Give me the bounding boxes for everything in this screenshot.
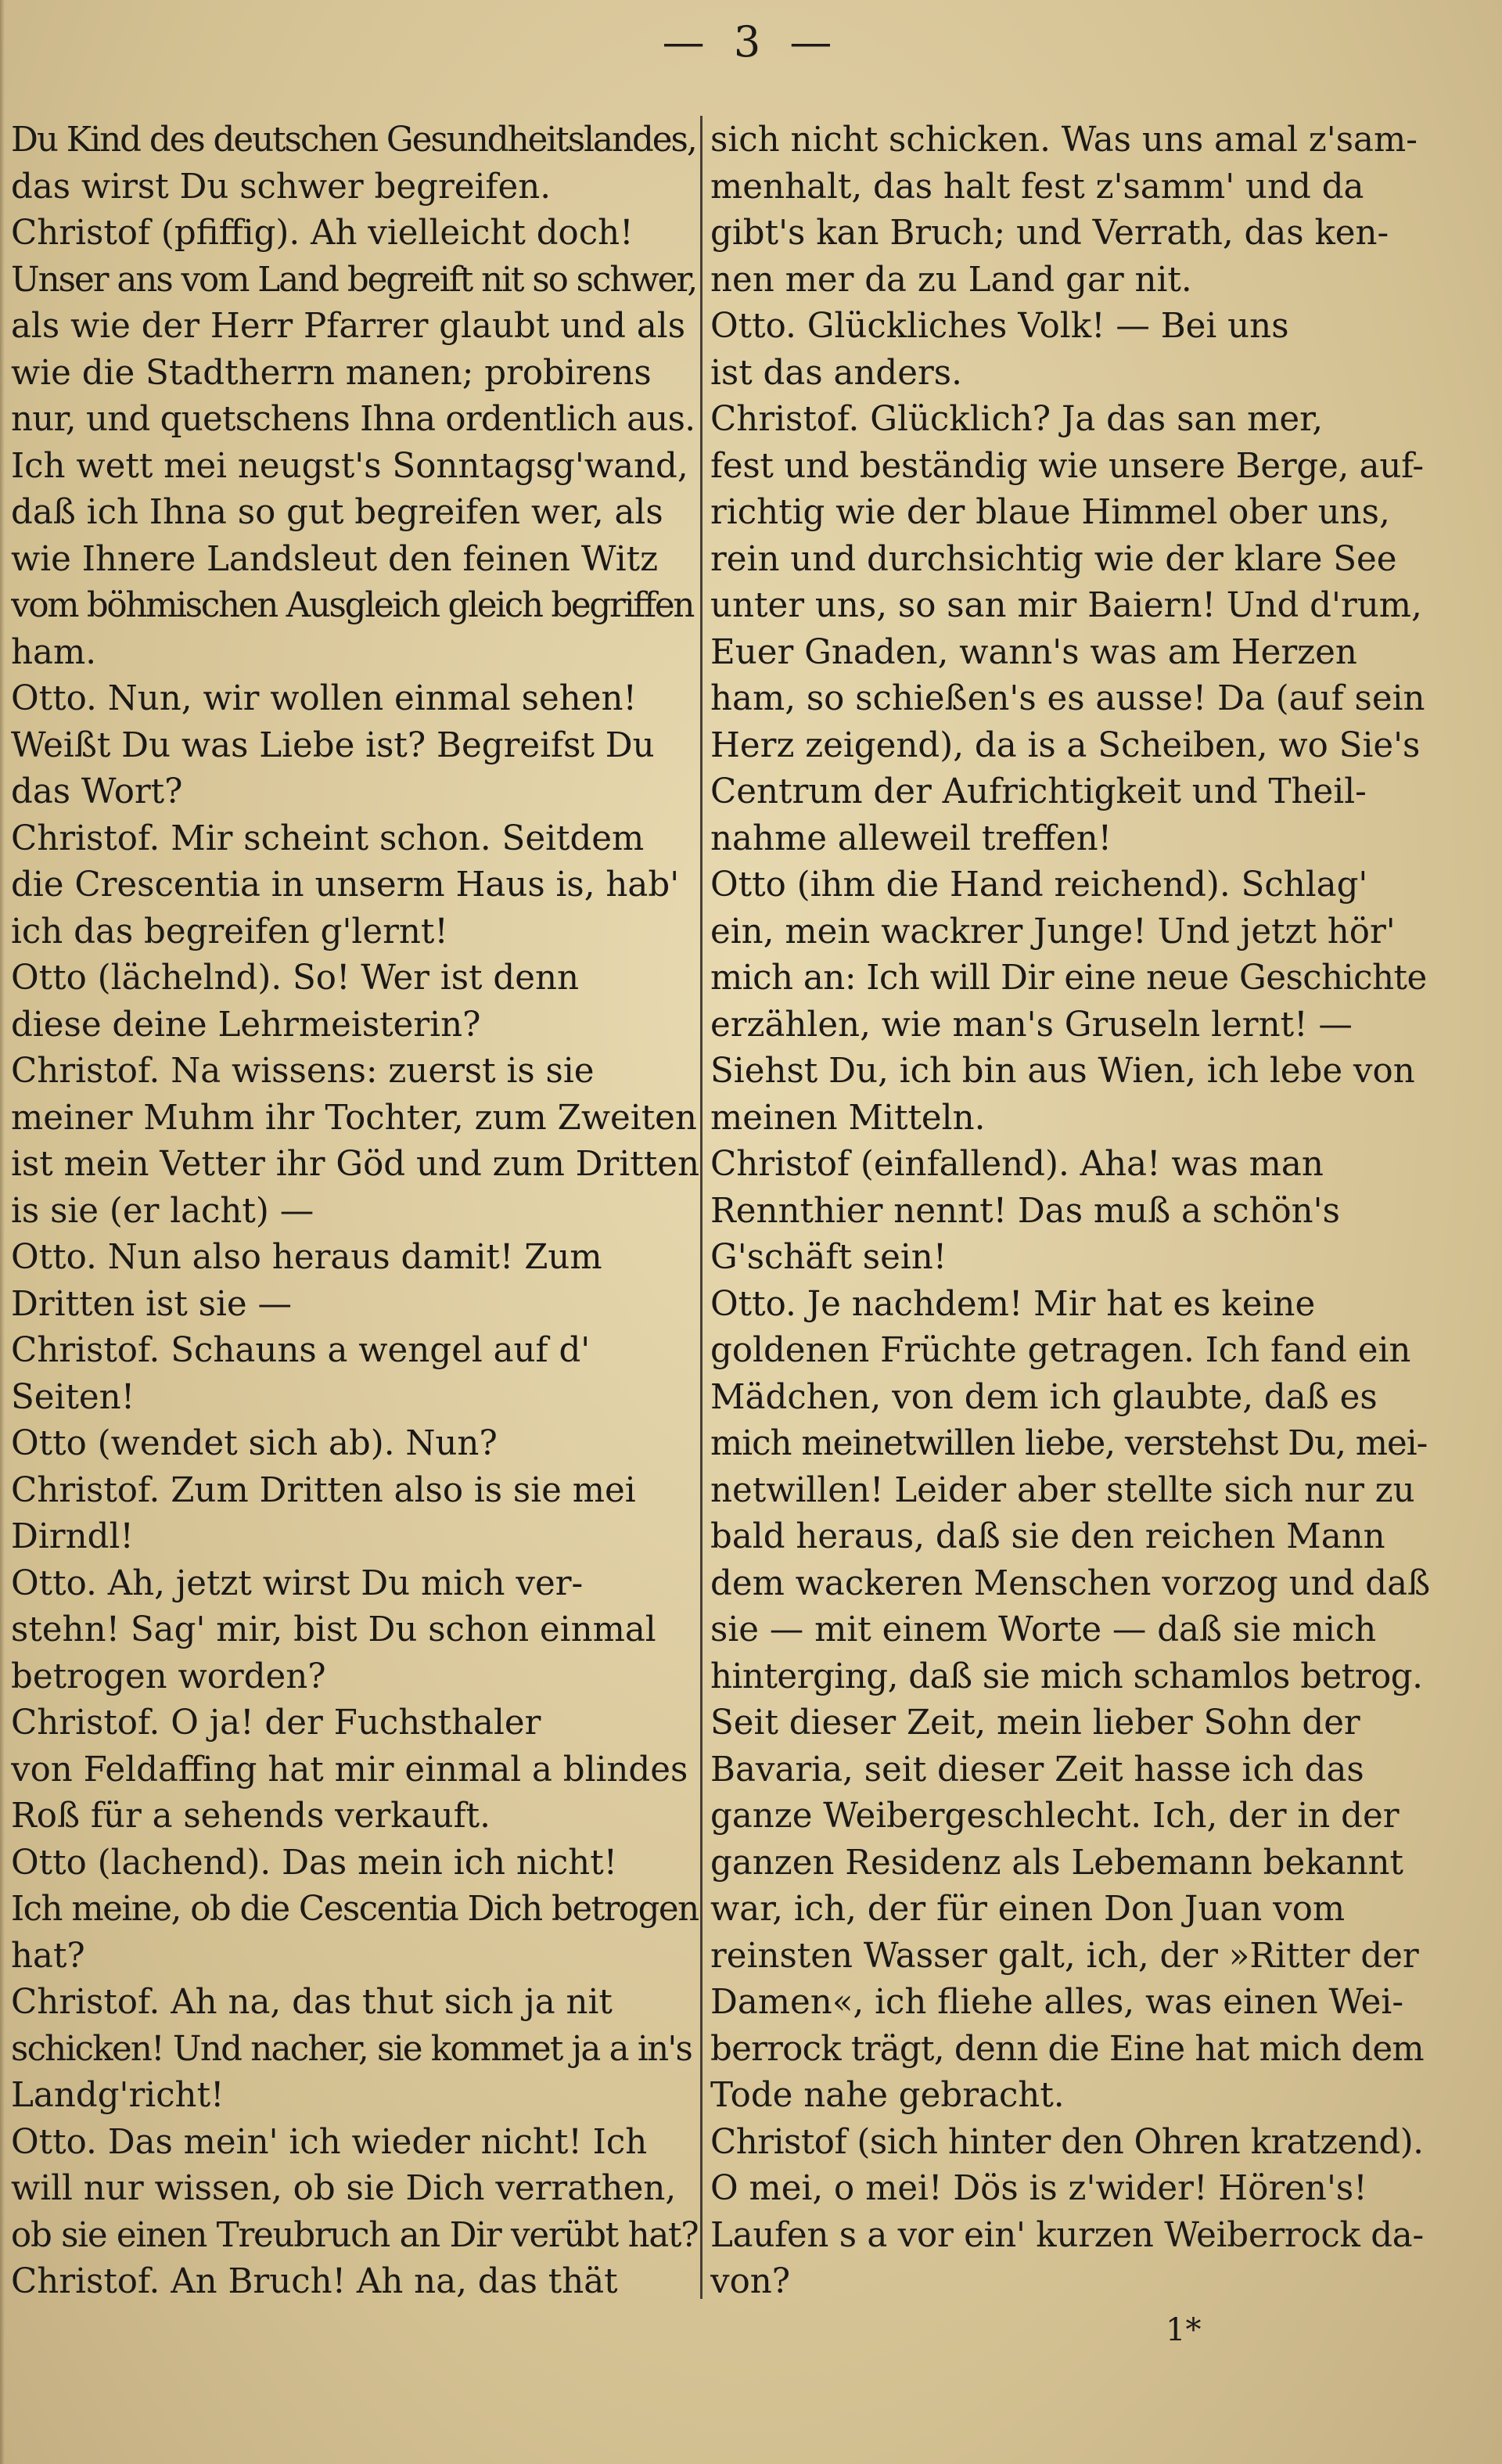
text-line: Dirndl!	[11, 1517, 134, 1556]
text-line: Herz zeigend), da is a Scheiben, wo Sie's	[710, 725, 1421, 765]
text-line: Landg'richt!	[11, 2076, 225, 2115]
text-line: Centrum der Aufrichtigkeit und Theil-	[710, 772, 1367, 811]
text-line: Otto. Nun, wir wollen einmal sehen!	[11, 679, 637, 718]
text-line: Christof. Glücklich? Ja das san mer,	[710, 400, 1324, 439]
text-line: Otto (wendet sich ab). Nun?	[11, 1424, 498, 1463]
text-line: Otto (lächelnd). So! Wer ist denn	[11, 959, 579, 998]
text-line: ob sie einen Treubruch an Dir verübt hat?	[11, 2215, 699, 2255]
text-line: ganzen Residenz als Lebemann bekannt	[710, 1843, 1404, 1883]
text-line: Rennthier nennt! Das muß a schön's	[710, 1191, 1340, 1231]
text-line: Mädchen, von dem ich glaubte, daß es	[710, 1377, 1378, 1417]
text-line: wie Ihnere Landsleut den feinen Witz	[11, 539, 659, 579]
text-line: sie — mit einem Worte — daß sie mich	[710, 1610, 1377, 1649]
text-line: Christof (pfiffig). Ah vielleicht doch!	[11, 214, 634, 253]
text-line: daß ich Ihna so gut begreifen wer, als	[11, 493, 663, 532]
text-line: als wie der Herr Pfarrer glaubt und als	[11, 307, 686, 346]
text-line: vom böhmischen Ausgleich gleich begriffen	[11, 586, 694, 625]
text-line: das Wort?	[11, 772, 183, 811]
text-line: Damen«, ich fliehe alles, was einen Wei-	[710, 1983, 1404, 2022]
text-line: Otto. Ah, jetzt wirst Du mich ver-	[11, 1563, 584, 1603]
text-line: fest und beständig wie unsere Berge, auf-	[710, 446, 1424, 486]
text-line: gibt's kan Bruch; und Verrath, das ken-	[710, 214, 1389, 253]
text-line: Roß für a sehends verkauft.	[11, 1797, 490, 1836]
text-line: Christof. Na wissens: zuerst is sie	[11, 1052, 595, 1091]
text-line: schicken! Und nacher, sie kommet ja a in's	[11, 2029, 692, 2069]
text-line: Otto (lachend). Das mein ich nicht!	[11, 1843, 618, 1883]
text-line: mich an: Ich will Dir eine neue Geschichte	[710, 959, 1427, 998]
text-line: ham, so schießen's es ausse! Da (auf sein	[710, 679, 1425, 718]
text-line: will nur wissen, ob sie Dich verrathen,	[11, 2169, 677, 2208]
text-line: Weißt Du was Liebe ist? Begreifst Du	[11, 725, 655, 765]
text-line: wie die Stadtherrn manen; probirens	[11, 353, 652, 393]
text-line: Bavaria, seit dieser Zeit hasse ich das	[710, 1750, 1364, 1790]
text-line: Christof (einfallend). Aha! was man	[710, 1145, 1324, 1184]
text-line: O mei, o mei! Dös is z'wider! Hören's!	[710, 2169, 1367, 2208]
text-line: bald heraus, daß sie den reichen Mann	[710, 1517, 1385, 1556]
text-line: ham.	[11, 632, 97, 672]
right-text-column	[710, 117, 1430, 2306]
text-line: von?	[710, 2262, 791, 2301]
text-line: stehn! Sag' mir, bist Du schon einmal	[11, 1610, 656, 1649]
text-line: ist das anders.	[710, 353, 962, 393]
text-line: Otto. Je nachdem! Mir hat es keine	[710, 1284, 1316, 1324]
text-line: netwillen! Leider aber stellte sich nur zu	[710, 1470, 1415, 1510]
page-number: — 3 —	[662, 17, 840, 67]
text-line: Christof. Ah na, das thut sich ja nit	[11, 1983, 613, 2022]
text-line: von Feldaffing hat mir einmal a blindes	[11, 1750, 688, 1790]
text-line: unter uns, so san mir Baiern! Und d'rum,	[710, 586, 1422, 625]
text-line: erzählen, wie man's Gruseln lernt! —	[710, 1005, 1353, 1045]
text-line: Christof. Zum Dritten also is sie mei	[11, 1470, 636, 1510]
text-line: Seiten!	[11, 1377, 135, 1417]
text-line: ganze Weibergeschlecht. Ich, der in der	[710, 1797, 1400, 1836]
text-line: Otto. Das mein' ich wieder nicht! Ich	[11, 2122, 648, 2162]
page-edge-shadow	[0, 0, 5, 2464]
text-line: nen mer da zu Land gar nit.	[710, 260, 1192, 300]
text-line: Christof. Schauns a wengel auf d'	[11, 1331, 591, 1370]
text-line: diese deine Lehrmeisterin?	[11, 1005, 481, 1045]
text-line: Tode nahe gebracht.	[710, 2076, 1065, 2115]
text-line: Christof (sich hinter den Ohren kratzend).	[710, 2122, 1424, 2162]
text-line: menhalt, das halt fest z'samm' und da	[710, 167, 1364, 207]
text-line: ein, mein wackrer Junge! Und jetzt hör'	[710, 912, 1396, 951]
text-line: berrock trägt, denn die Eine hat mich dem	[710, 2029, 1424, 2069]
text-line: Christof. Mir scheint schon. Seitdem	[11, 818, 645, 858]
text-line: rein und durchsichtig wie der klare See	[710, 539, 1397, 579]
text-line: Laufen s a vor ein' kurzen Weiberrock da-	[710, 2215, 1424, 2255]
text-line: betrogen worden?	[11, 1656, 326, 1696]
text-line: Euer Gnaden, wann's was am Herzen	[710, 632, 1357, 672]
text-line: Otto. Nun also heraus damit! Zum	[11, 1238, 602, 1277]
text-line: reinsten Wasser galt, ich, der »Ritter der	[710, 1936, 1419, 1976]
text-line: Christof. An Bruch! Ah na, das thät	[11, 2262, 618, 2301]
text-line: is sie (er lacht) —	[11, 1191, 314, 1231]
text-line: G'schäft sein!	[710, 1238, 947, 1277]
text-line: ist mein Vetter ihr Göd und zum Dritten	[11, 1145, 699, 1184]
left-text-column	[11, 117, 699, 2306]
text-line: Siehst Du, ich bin aus Wien, ich lebe von	[710, 1052, 1415, 1091]
text-line: war, ich, der für einen Don Juan vom	[710, 1890, 1346, 1929]
text-line: Ich wett mei neugst's Sonntagsg'wand,	[11, 446, 688, 486]
text-line: Unser ans vom Land begreift nit so schwer,	[11, 260, 697, 300]
text-line: hinterging, daß sie mich schamlos betrog.	[710, 1656, 1423, 1696]
text-line: die Crescentia in unserm Haus is, hab'	[11, 865, 680, 905]
text-line: hat?	[11, 1936, 85, 1976]
text-line: Christof. O ja! der Fuchsthaler	[11, 1703, 541, 1743]
printer-signature-mark: 1*	[1166, 2312, 1202, 2348]
text-line: Seit dieser Zeit, mein lieber Sohn der	[710, 1703, 1360, 1743]
text-line: nahme alleweil treffen!	[710, 818, 1112, 858]
text-line: goldenen Früchte getragen. Ich fand ein	[710, 1331, 1411, 1370]
text-line: sich nicht schicken. Was uns amal z'sam-	[710, 121, 1418, 160]
text-line: meinen Mitteln.	[710, 1098, 986, 1138]
text-line: Dritten ist sie —	[11, 1284, 292, 1324]
text-line: das wirst Du schwer begreifen.	[11, 167, 552, 207]
text-line: Ich meine, ob die Cescentia Dich betrogen	[11, 1890, 699, 1929]
text-line: dem wackeren Menschen vorzog und daß	[710, 1563, 1430, 1603]
text-line: Otto. Glückliches Volk! — Bei uns	[710, 307, 1289, 346]
text-line: Otto (ihm die Hand reichend). Schlag'	[710, 865, 1368, 905]
text-line: mich meinetwillen liebe, verstehst Du, mei-	[710, 1424, 1428, 1463]
column-divider	[700, 116, 702, 2299]
text-line: meiner Muhm ihr Tochter, zum Zweiten	[11, 1098, 697, 1138]
text-line: ich das begreifen g'lernt!	[11, 912, 448, 951]
text-line: Du Kind des deutschen Gesundheitslandes,	[11, 121, 696, 160]
text-line: richtig wie der blaue Himmel ober uns,	[710, 493, 1390, 532]
text-line: nur, und quetschens Ihna ordentlich aus.	[11, 400, 695, 439]
